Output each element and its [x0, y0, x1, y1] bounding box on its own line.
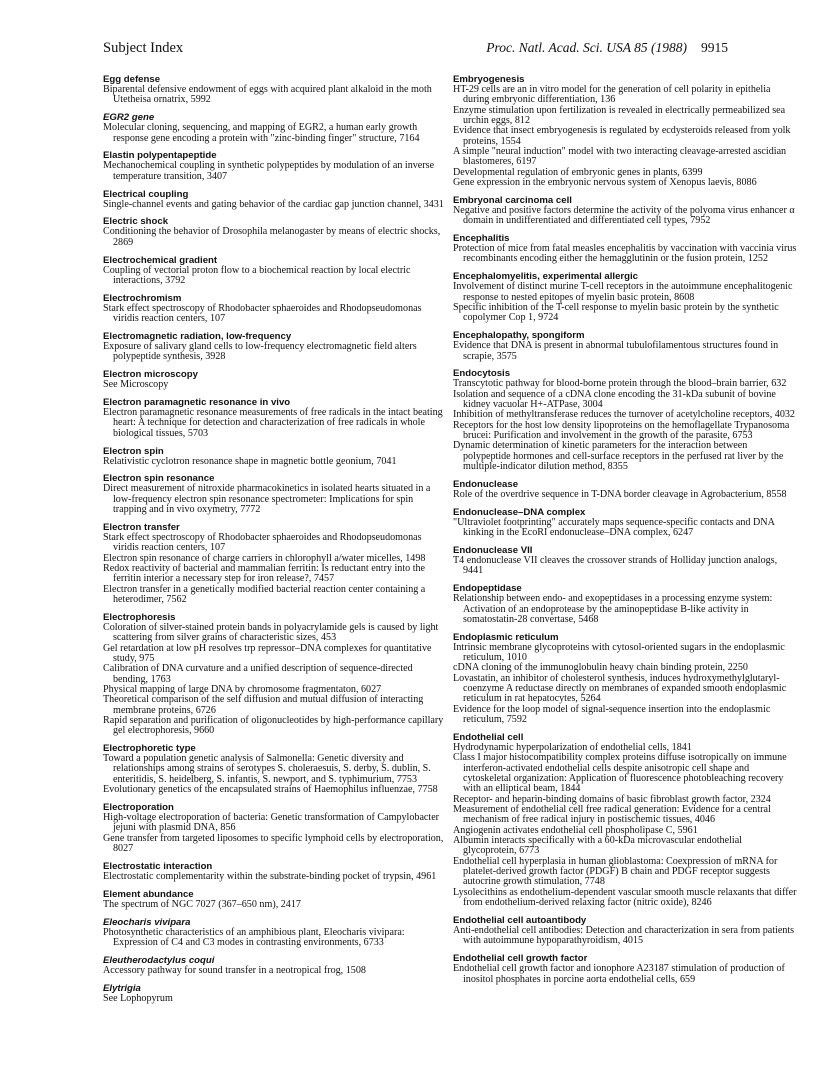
index-term: Endopeptidase — [453, 583, 522, 595]
index-entry-electric-shock — [103, 216, 449, 248]
index-term: Elytrigia — [103, 982, 141, 994]
index-item — [453, 857, 799, 888]
index-term: Electrical coupling — [103, 188, 189, 200]
item-page: 453 — [320, 632, 337, 644]
index-item — [453, 244, 799, 265]
index-item — [103, 533, 449, 554]
item-page: 856 — [220, 822, 236, 834]
item-title: Gene transfer from targeted liposomes to specific lymphoid cells by electroporation, — [103, 832, 444, 844]
item-title: Role of the overdrive sequence in T-DNA border cleavage in Agrobacterium, — [453, 488, 764, 500]
item-page: 7748 — [584, 876, 605, 888]
index-item — [103, 200, 449, 210]
journal-name: Proc. Natl. Acad. Sci. USA 85 (1988) — [486, 40, 687, 55]
item-page: 9660 — [194, 725, 215, 737]
item-page: 5703 — [187, 427, 209, 439]
index-item — [453, 490, 799, 500]
index-entry-eleocharis-vivipara — [103, 917, 449, 949]
item-page: 136 — [600, 94, 616, 106]
item-page: 5468 — [578, 613, 599, 625]
item-title: High-voltage electroporation of bacteria: Genetic transformation of Campylobacter jejuni with plasmid DNA, — [103, 811, 440, 834]
item-page: 7457 — [313, 573, 335, 585]
index-item — [103, 834, 449, 855]
item-title: Lovastatin, an inhibitor of cholesterol synthesis, induces hydroxymethylglutaryl-coenzyme A reductase directly on membranes of expanded smooth endoplasmic reticulum in rat hepatocytes, — [453, 672, 787, 705]
item-title: Receptors for the host low density lipoproteins on the hemoflagellate Trypanosoma brucei: Purification and involvement in the growth of the parasite, — [453, 419, 790, 442]
item-title: Electron transfer in a genetically modified bacterial reaction center containing a heterodimer, — [103, 583, 426, 605]
index-title: Subject Index — [103, 40, 184, 56]
index-term: Electrophoretic type — [103, 743, 196, 755]
index-term: Endothelial cell — [453, 731, 524, 743]
index-term: Eleocharis vivipara — [103, 916, 191, 928]
index-item — [103, 966, 449, 976]
item-page: 6726 — [195, 704, 216, 716]
index-term: Electron paramagnetic resonance in vivo — [103, 397, 291, 408]
index-item — [453, 303, 799, 324]
index-entry-electrochemical-gradient — [103, 255, 449, 287]
page-number: 9915 — [701, 40, 728, 55]
index-entry-electron-spin-resonance — [103, 473, 449, 515]
item-title: Calibration of DNA curvature and a unified description of sequence-directed bending, — [103, 663, 413, 685]
item-title: Class I major histocompatibility complex proteins diffuse isotropically on immune interferon-activated endothelial cells despite anisotropic cell shape and cytoskeletal organization: Application of fluorescence photobleaching recovery with an elliptical beam, — [453, 752, 787, 795]
item-page: 6197 — [516, 156, 537, 168]
item-title: Angiogenin activates endothelial cell phospholipase C, — [453, 824, 676, 836]
item-page: 107 — [209, 313, 226, 325]
item-title: T4 endonuclease VII cleaves the crossover strands of Holliday junction analogs, — [453, 555, 778, 566]
index-item — [453, 282, 799, 303]
index-term: Embryonal carcinoma cell — [453, 194, 572, 206]
item-title: Developmental regulation of embryonic genes in plants, — [453, 166, 680, 178]
item-page: 8558 — [766, 488, 787, 500]
item-page: 4046 — [694, 814, 716, 826]
item-title: cDNA cloning of the immunoglobulin heavy chain binding protein, — [453, 662, 726, 674]
index-item — [103, 266, 449, 287]
index-item — [103, 928, 449, 949]
index-entry-electrochromism — [103, 293, 449, 325]
index-entry-electrical-coupling — [103, 189, 449, 210]
item-page: 659 — [679, 973, 696, 985]
index-item — [453, 805, 799, 826]
item-page: 107 — [209, 542, 226, 554]
item-page: 975 — [139, 652, 155, 664]
item-title: Electron spin resonance of charge carriers in chlorophyll a/water micelles, — [103, 552, 403, 564]
item-page: 3575 — [496, 350, 517, 362]
item-title: Dynamic determination of kinetic parameters for the interaction between polypeptide hormones and cell-surface receptors in the perfused rat liver by the multiple-indicator dilution method, — [453, 440, 784, 473]
index-entry-endothelial-cell-autoantibody — [453, 915, 799, 947]
index-term: Endothelial cell autoantibody — [453, 914, 587, 926]
index-entry-electron-microscopy — [103, 369, 449, 390]
item-title: Toward a population genetic analysis of Salmonella: Genetic diversity and relationships among strains of serotypes S. choleraesuis, S. derby, S. dublin, S. enteritidis, S. heidelberg, S. infantis, S. newport, and S. typhimurium, — [103, 753, 431, 785]
index-item — [453, 888, 799, 909]
item-title: Inhibition of methyltransferase reduces the turnover of acetylcholine receptors, — [453, 409, 773, 421]
item-page: 9441 — [463, 565, 484, 577]
index-item — [453, 556, 799, 577]
index-entry-electromagnetic-radiation-low-frequency — [103, 331, 449, 363]
index-item — [103, 664, 449, 685]
index-item — [103, 123, 449, 144]
index-entry-element-abundance — [103, 889, 449, 910]
index-term: Electrochromism — [103, 292, 182, 304]
item-title: Evidence that DNA is present in abnormal tubulofilamentous structures found in scrapie, — [453, 340, 779, 362]
item-page: 7772 — [240, 504, 261, 516]
index-entry-electrostatic-interaction — [103, 861, 449, 882]
index-entry-elastin-polypentapeptide — [103, 150, 449, 182]
index-item — [103, 484, 449, 515]
item-title: Conditioning the behavior of Drosophila melanogaster by means of electric shocks, — [103, 226, 441, 238]
item-page: 8086 — [736, 177, 757, 189]
item-page: 7753 — [396, 773, 418, 785]
item-page: 8027 — [113, 843, 134, 854]
item-title: See Microscopy — [103, 379, 169, 391]
item-title: Lysolecithins as endothelium-dependent vascular smooth muscle relaxants that differ from endothelium-derived relaxing factor (nitric oxide), — [453, 886, 797, 909]
item-page: 3431 — [423, 198, 444, 210]
index-entry-electrophoresis — [103, 612, 449, 737]
item-page: 1763 — [150, 673, 171, 685]
index-item — [453, 390, 799, 411]
item-page: 1508 — [345, 964, 366, 976]
item-page: 7952 — [690, 215, 711, 227]
index-item — [453, 518, 799, 539]
index-item — [453, 106, 799, 127]
index-item — [453, 753, 799, 794]
item-page: 6247 — [672, 527, 694, 539]
index-item — [453, 85, 799, 106]
index-entry-electron-spin — [103, 446, 449, 467]
index-entry-endoplasmic-reticulum — [453, 632, 799, 726]
index-term: Element abundance — [103, 888, 194, 900]
right-column — [453, 74, 799, 991]
index-entry-endothelial-cell — [453, 732, 799, 909]
index-term: Electron spin — [103, 445, 164, 457]
item-title: Electron paramagnetic resonance measurements of free radicals in the intact beating heart: A technique for detection and characterization of free radicals in whole biological tissues, — [103, 407, 443, 439]
index-term: Endonuclease VII — [453, 545, 533, 556]
item-title: Mechanochemical coupling in synthetic polypeptides by modulation of an inverse temperature transition, — [103, 160, 435, 182]
index-entry-encephalomyelitis-experimental-allergic — [453, 271, 799, 323]
item-title: Relativistic cyclotron resonance shape in magnetic bottle geonium, — [103, 455, 374, 467]
item-page: 1844 — [560, 783, 581, 795]
index-entry-embryogenesis — [453, 74, 799, 188]
index-term: Endonuclease — [453, 478, 519, 490]
item-title: Theoretical comparison of the self diffusion and mutual diffusion of interacting membrane proteins, — [103, 694, 424, 716]
item-title: Relationship between endo- and exopeptidases in a processing enzyme system: Activation of an endoprotease by the aminopeptidase B-like activity in somatostatin-28 convertase, — [453, 593, 773, 625]
index-entry-encephalopathy-spongiform — [453, 330, 799, 362]
index-item — [453, 643, 799, 664]
item-page: 7041 — [376, 455, 397, 467]
item-page: 8608 — [674, 291, 695, 303]
item-title: Specific inhibition of the T-cell response to myelin basic protein by the synthetic copolymer Cop 1, — [453, 302, 779, 324]
index-term: Electron microscopy — [103, 369, 198, 381]
index-item — [453, 594, 799, 625]
index-item — [103, 564, 449, 585]
item-page: 5264 — [580, 693, 601, 705]
item-title: Physical mapping of large DNA by chromosome fragmentaton, — [103, 683, 359, 695]
index-term: Egg defense — [103, 74, 161, 85]
index-item — [103, 304, 449, 325]
index-item — [453, 178, 799, 188]
item-page: 3928 — [205, 351, 226, 363]
item-title: Intrinsic membrane glycoproteins with cytosol-oriented sugars in the endoplasmic reticulum, — [453, 641, 785, 664]
item-title: See Lophopyrum — [103, 992, 173, 1004]
index-item — [103, 872, 449, 882]
index-term: EGR2 gene — [103, 112, 155, 124]
index-entry-endonuclease-dna-complex — [453, 507, 799, 539]
item-page: 6027 — [361, 683, 382, 695]
item-title: HT-29 cells are an in vitro model for the generation of cell polarity in epithelia during embryonic differentiation, — [453, 84, 771, 106]
item-page: 1554 — [500, 135, 521, 147]
index-item — [453, 836, 799, 857]
item-title: Involvement of distinct murine T-cell receptors in the autoimmune encephalitogenic response to nested epitopes of myelin basic protein, — [453, 281, 793, 303]
item-title: Albumin interacts specifically with a 60-kDa microvascular endothelial glycoprotein, — [453, 835, 742, 857]
item-page: 6773 — [519, 845, 540, 857]
index-term: Eleutherodactylus coqui — [103, 954, 215, 966]
item-title: Stark effect spectroscopy of Rhodobacter sphaeroides and Rhodopseudomonas viridis reaction centers, — [103, 302, 422, 325]
index-item — [453, 421, 799, 442]
index-term: Endonuclease–DNA complex — [453, 506, 586, 518]
index-term: Embryogenesis — [453, 74, 525, 85]
index-term: Endoplasmic reticulum — [453, 631, 559, 643]
item-title: Coupling of vectorial proton flow to a biochemical reaction by local electric interactions, — [103, 264, 411, 286]
index-item — [103, 585, 449, 606]
index-item — [453, 674, 799, 705]
item-title: Evidence that insect embryogenesis is regulated by ecdysteroids released from yolk proteins, — [453, 125, 791, 147]
index-entry-electron-transfer — [103, 522, 449, 605]
index-item — [103, 994, 449, 1004]
item-page: 3004 — [582, 399, 603, 411]
item-title: "Ultraviolet footprinting" accurately maps sequence-specific contacts and DNA kinking in the EcoRI endonuclease–DNA complex, — [453, 516, 775, 539]
index-entry-endocytosis — [453, 368, 799, 472]
item-title: Electrostatic complementarity within the substrate-binding pocket of trypsin, — [103, 870, 414, 882]
index-term: Encephalitis — [453, 233, 510, 245]
index-entry-endopeptidase — [453, 583, 799, 625]
item-page: 1252 — [747, 253, 768, 265]
item-title: Single-channel events and gating behavior of the cardiac gap junction channel, — [103, 198, 422, 210]
item-page: 812 — [514, 115, 531, 127]
index-item — [453, 341, 799, 362]
index-item — [103, 227, 449, 248]
index-entry-embryonal-carcinoma-cell — [453, 195, 799, 227]
item-page: 2417 — [280, 898, 301, 910]
item-page: 1498 — [405, 552, 426, 564]
index-entry-electron-paramagnetic-resonance-in-vivo — [103, 397, 449, 439]
index-entry-eleutherodactylus-coqui — [103, 955, 449, 976]
index-item — [453, 126, 799, 147]
item-title: The spectrum of NGC 7027 (367–650 nm), — [103, 898, 279, 910]
item-title: Exposure of salivary gland cells to low-frequency electromagnetic field alters polypeptide synthesis, — [103, 340, 417, 363]
item-page: 6753 — [732, 430, 753, 442]
item-page: 5961 — [677, 824, 698, 836]
item-title: Endothelial cell growth factor and ionophore A23187 stimulation of production of inositol phosphates in porcine aorta endothelial cells, — [453, 963, 785, 985]
index-item — [103, 716, 449, 737]
item-page: 3407 — [206, 170, 228, 182]
index-term: Electromagnetic radiation, low-frequency — [103, 330, 292, 342]
index-item — [103, 695, 449, 716]
item-title: Endothelial cell hyperplasia in human glioblastoma: Coexpression of mRNA for platelet-derived growth factor (PDGF) B chain and PDGF receptor suggests autocrine growth stimulation, — [453, 855, 778, 888]
page-header — [0, 40, 816, 62]
item-page: 7562 — [166, 593, 187, 605]
index-item — [103, 785, 449, 795]
item-page: 4015 — [622, 935, 643, 947]
item-title: Protection of mice from fatal measles encephalitis by vaccination with vaccinia virus recombinants encoding either the hemagglutinin or the fusion protein, — [453, 243, 797, 265]
item-title: Evolutionary genetics of the encapsulated strains of Haemophilus influenzae, — [103, 784, 415, 796]
index-item — [103, 408, 449, 439]
index-term: Encephalomyelitis, experimental allergic — [453, 271, 639, 283]
index-item — [103, 813, 449, 834]
index-item — [103, 644, 449, 665]
item-page: 1841 — [671, 741, 692, 753]
index-item — [453, 206, 799, 227]
item-page: 7592 — [506, 714, 527, 726]
index-entry-electroporation — [103, 802, 449, 854]
item-title: Molecular cloning, sequencing, and mapping of EGR2, a human early growth response gene encoding a protein with "zinc-binding finger" structure, — [103, 122, 418, 144]
index-item — [103, 342, 449, 363]
index-entry-elytrigia — [103, 983, 449, 1004]
index-item — [453, 147, 799, 168]
item-page: 6733 — [363, 936, 384, 948]
item-title: Negative and positive factors determine the activity of the polyoma virus enhancer α domain in undifferentiated and differentiated cell types, — [453, 204, 795, 227]
item-page: 2869 — [113, 236, 134, 248]
item-page: 7164 — [399, 132, 420, 144]
index-item — [103, 754, 449, 785]
item-title: Accessory pathway for sound transfer in a neotropical frog, — [103, 964, 344, 976]
index-entry-encephalitis — [453, 233, 799, 265]
item-title: Coloration of silver-stained protein bands in polyacrylamide gels is caused by light scattering from silver grains of characteristic sizes, — [103, 621, 439, 644]
item-title: Rapid separation and purification of oligonucleotides by high-performance capillary gel electrophoresis, — [103, 714, 444, 737]
index-entry-endothelial-cell-growth-factor — [453, 953, 799, 985]
index-term: Electrophoresis — [103, 611, 176, 623]
index-term: Electroporation — [103, 801, 174, 813]
item-page: 7758 — [417, 784, 438, 796]
index-entry-endonuclease-vii — [453, 545, 799, 577]
item-title: Evidence for the loop model of signal-sequence insertion into the endoplasmic reticulum, — [453, 703, 771, 726]
index-item — [103, 457, 449, 467]
item-title: Direct measurement of nitroxide pharmacokinetics in isolated hearts situated in a low-frequency electron spin resonance spectrometer: Implications for spin trapping and in vivo oxymetry, — [103, 483, 431, 516]
item-page: 8246 — [691, 897, 712, 909]
item-title: Redox reactivity of bacterial and mammalian ferritin: Is reductant entry into the ferritin interior a necessary step for iron release?, — [103, 562, 426, 585]
item-title: Transcytotic pathway for blood-borne protein through the blood–brain barrier, — [453, 378, 769, 390]
item-title: Enzyme stimulation upon fertilization is revealed in electrically permeabilized sea urchin eggs, — [453, 104, 786, 127]
item-page: 2324 — [750, 793, 771, 805]
item-title: Gel retardation at low pH resolves trp repressor–DNA complexes for quantitative study, — [103, 642, 432, 664]
item-page: 6399 — [682, 166, 703, 178]
index-item — [103, 623, 449, 644]
index-term: Encephalopathy, spongiform — [453, 330, 585, 342]
index-term: Electrostatic interaction — [103, 860, 213, 872]
item-title: Gene expression in the embryonic nervous system of Xenopus laevis, — [453, 177, 734, 189]
index-entry-egg-defense — [103, 74, 449, 106]
item-page: 8355 — [607, 461, 628, 473]
item-page: 5992 — [190, 94, 211, 106]
index-item — [103, 900, 449, 910]
index-entry-egr2-gene — [103, 112, 449, 144]
item-title: Biparental defensive endowment of eggs with acquired plant alkaloid in the moth Utetheisa ornatrix, — [103, 84, 432, 106]
item-page: 632 — [771, 378, 787, 390]
item-page: 9724 — [538, 312, 559, 324]
item-page: 4961 — [416, 870, 437, 882]
item-title: Hydrodynamic hyperpolarization of endothelial cells, — [453, 741, 670, 753]
index-entry-endonuclease — [453, 479, 799, 500]
index-item — [103, 380, 449, 390]
item-title: Anti-endothelial cell antibodies: Detection and characterization in sera from patients with autoimmune hypoparathyroidism, — [453, 924, 795, 947]
journal-citation — [486, 40, 728, 56]
item-page: 1010 — [506, 652, 527, 664]
left-column — [103, 74, 449, 1010]
index-item — [103, 161, 449, 182]
index-term: Electron spin resonance — [103, 473, 215, 485]
index-term: Endocytosis — [453, 368, 511, 380]
index-entry-electrophoretic-type — [103, 743, 449, 795]
item-title: A simple "neural induction" model with two interacting cleavage-arrested ascidian blastomeres, — [453, 146, 787, 168]
index-term: Electron transfer — [103, 521, 180, 533]
item-title: Stark effect spectroscopy of Rhodobacter sphaeroides and Rhodopseudomonas viridis reaction centers, — [103, 531, 422, 554]
index-term: Elastin polypentapeptide — [103, 150, 217, 162]
index-term: Electrochemical gradient — [103, 254, 218, 266]
index-item — [453, 964, 799, 985]
item-title: Measurement of endothelial cell free radical generation: Evidence for a central mechanism of free radical injury in postischemic tissues, — [453, 804, 771, 826]
item-page: 3792 — [165, 274, 186, 286]
item-title: Isolation and sequence of a cDNA clone encoding the 31-kDa subunit of bovine kidney vacuolar H+-ATPase, — [453, 388, 776, 411]
index-term: Electric shock — [103, 216, 169, 228]
index-item — [453, 441, 799, 472]
item-title: Photosynthetic characteristics of an amphibious plant, Eleocharis vivipara: Expression of C4 and C3 modes in contrasting environments, — [103, 926, 405, 948]
item-page: 4032 — [774, 409, 795, 421]
index-item — [453, 926, 799, 947]
index-item — [103, 85, 449, 106]
index-term: Endothelial cell growth factor — [453, 953, 588, 965]
item-title: Receptor- and heparin-binding domains of basic fibroblast growth factor, — [453, 793, 749, 805]
index-item — [453, 705, 799, 726]
item-page: 2250 — [727, 662, 748, 674]
